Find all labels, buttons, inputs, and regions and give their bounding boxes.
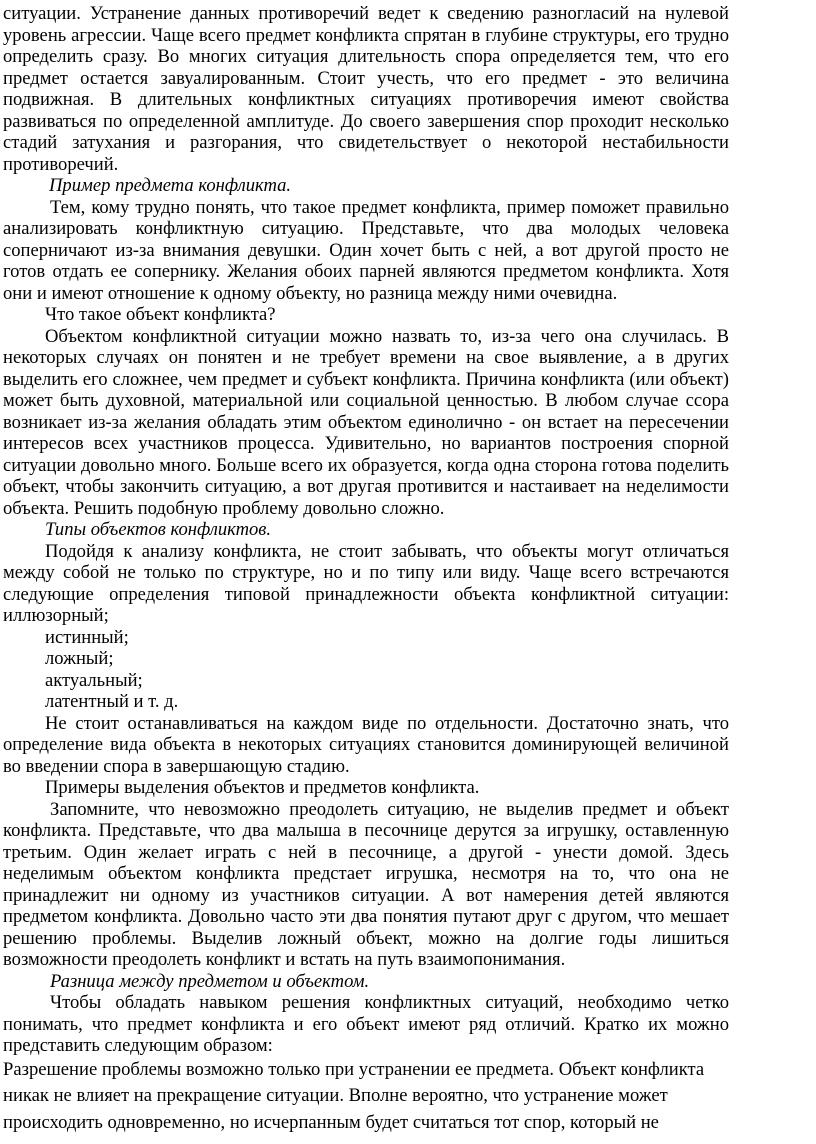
heading-examples: Примеры выделения объектов и предметов конфликта. [45, 777, 480, 798]
paragraph-resolution: Разрешение проблемы возможно только при устранении ее предмета. Объект конфликта никак не влияет на прекращение ситуации. Вполне вероятно, что устранение может происходить одновременно, но исчерпанным будет считаться тот спор, который не [3, 1058, 705, 1133]
document-body [3, 3, 729, 1136]
list-item: латентный и т. д. [45, 691, 179, 712]
paragraph-sandbox-example: Запомните, что невозможно преодолеть ситуацию, не выделив предмет и объект конфликта. Представьте, что два малыша в песочнице дерутся за игрушку, оставленную третьим. Один желает играть с ней в песочнице, а другой - унести домой. Здесь неделимым объектом конфликта предстает игрушка, несмотря на то, что она не принадлежит ни одному из участников ситуации. А вот намерения детей являются предметом конфликта. Довольно часто эти два понятия путают друг с другом, что мешает решению проблемы. Выделив ложный объект, можно на долгие годы лишиться возможности преодолеть конфликт и встать на путь взаимопонимания. [3, 798, 729, 970]
paragraph-object-types: Подойдя к анализу конфликта, не стоит забывать, что объекты могут отличаться между собой не только по структуре, но и по типу или виду. Чаще всего встречаются следующие определения типовой принадлежности объекта конфликтной ситуации: иллюзорный; [3, 540, 729, 626]
paragraph-type-importance: Не стоит останавливаться на каждом виде по отдельности. Достаточно знать, что определение вида объекта в некоторых ситуациях становится доминирующей величиной во введении спора в завершающую стадию. [3, 712, 729, 777]
heading-example-subject: Пример предмета конфликта. [49, 175, 292, 196]
heading-object-types: Типы объектов конфликтов. [45, 519, 272, 540]
list-item: истинный; [45, 626, 129, 648]
paragraph-object-definition: Объектом конфликтной ситуации можно назвать то, из-за чего она случилась. В некоторых случаях он понятен и не требует времени на свое выявление, а в других выделить его сложнее, чем предмет и субъект конфликта. Причина конфликта (или объект) может быть духовной, материальной или социальной ценностью. В любом случае ссора возникает из-за желания обладать этим объектом единолично - он встает на пересечении интересов всех участников процесса. Удивительно, но вариантов построения спорной ситуации довольно много. Больше всего их образуется, когда одна сторона готова поделить объект, чтобы закончить ситуацию, а вот другая противится и настаивает на неделимости объекта. Решить подобную проблему довольно сложно. [3, 325, 729, 519]
paragraph-intro: ситуации. Устранение данных противоречий ведет к сведению разногласий на нулевой уровень агрессии. Чаще всего предмет конфликта спрятан в глубине структуры, его трудно определить сразу. Во многих ситуация длительность спора определяется тем, что его предмет остается завуалированным. Стоит учесть, что его предмет - это величина подвижная. В длительных конфликтных ситуациях противоречия имеют свойства развиваться по определенной амплитуде. До своего завершения спор проходит несколько стадий затухания и разгорания, что свидетельствует о некоторой нестабильности противоречий. [3, 3, 729, 175]
list-item: ложный; [45, 648, 114, 669]
paragraph-difference: Чтобы обладать навыком решения конфликтных ситуаций, необходимо четко понимать, что предмет конфликта и его объект имеют ряд отличий. Кратко их можно представить следующим образом: [3, 992, 729, 1056]
heading-difference: Разница между предметом и объектом. [50, 970, 370, 992]
paragraph-example-subject: Тем, кому трудно понять, что такое предмет конфликта, пример поможет правильно анализировать конфликтную ситуацию. Представьте, что два молодых человека соперничают из-за внимания девушки. Один хочет быть с ней, а вот другой просто не готов отдать ее сопернику. Желания обоих парней являются предметом конфликта. Хотя они и имеют отношение к одному объекту, но разница между ними очевидна. [3, 196, 729, 304]
object-type-list [3, 627, 729, 713]
list-item: актуальный; [45, 669, 143, 691]
heading-what-is-object: Что такое объект конфликта? [45, 304, 276, 325]
